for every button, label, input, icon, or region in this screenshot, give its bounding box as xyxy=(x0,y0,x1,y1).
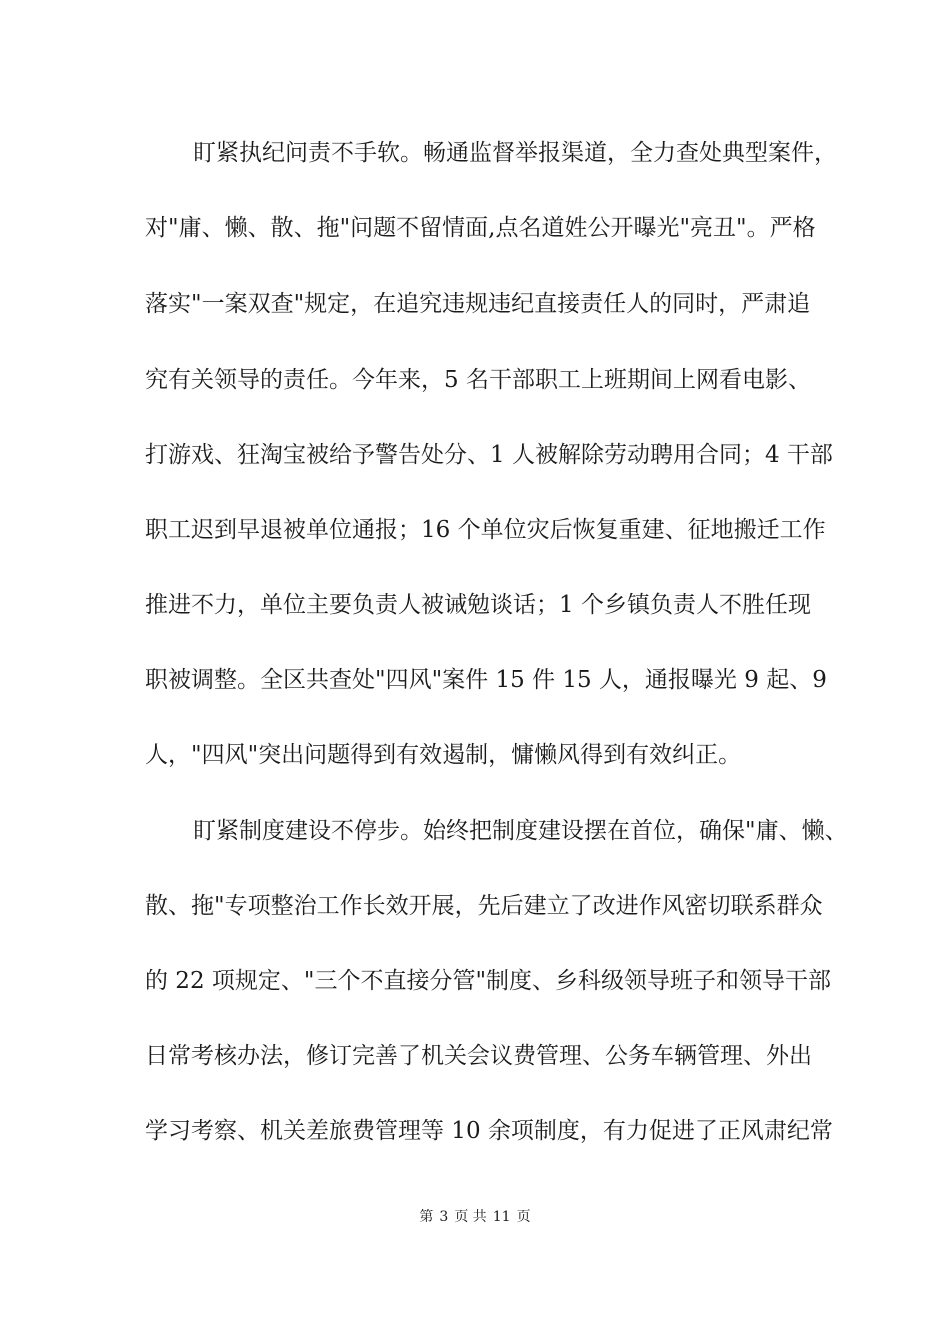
text-line: 日常考核办法，修订完善了机关会议费管理、公务车辆管理、外出 xyxy=(145,1043,812,1069)
text-line: 学习考察、机关差旅费管理等 10 余项制度，有力促进了正风肃纪常 xyxy=(145,1118,833,1144)
text-line: 职被调整。全区共查处"四风"案件 15 件 15 人，通报曝光 9 起、9 xyxy=(145,667,827,693)
page-footer xyxy=(0,1207,950,1227)
text-line: 推进不力，单位主要负责人被诫勉谈话；1 个乡镇负责人不胜任现 xyxy=(145,592,811,618)
text-line: 职工迟到早退被单位通报；16 个单位灾后恢复重建、征地搬迁工作 xyxy=(145,517,826,543)
text-line: 落实"一案双查"规定，在追究违规违纪直接责任人的同时，严肃追 xyxy=(145,291,811,317)
footer-total-pages: 11 xyxy=(492,1209,511,1225)
text-line: 究有关领导的责任。今年来，5 名干部职工上班期间上网看电影、 xyxy=(145,367,811,393)
text-line: 散、拖"专项整治工作长效开展，先后建立了改进作风密切联系群众 xyxy=(145,893,823,919)
text-line: 人，"四风"突出问题得到有效遏制，慵懒风得到有效纠正。 xyxy=(145,742,742,768)
text-line: 打游戏、狂淘宝被给予警告处分、1 人被解除劳动聘用合同；4 干部 xyxy=(145,442,833,468)
footer-suffix: 页 xyxy=(516,1209,531,1225)
footer-prefix: 第 xyxy=(419,1209,434,1225)
footer-page-number: 3 xyxy=(439,1209,449,1225)
text-line: 盯紧执纪问责不手软。畅通监督举报渠道，全力查处典型案件， xyxy=(193,140,837,166)
text-line: 的 22 项规定、"三个不直接分管"制度、乡科级领导班子和领导干部 xyxy=(145,968,832,994)
text-line: 盯紧制度建设不停步。始终把制度建设摆在首位，确保"庸、懒、 xyxy=(193,818,848,844)
footer-middle: 页 共 xyxy=(454,1209,487,1225)
text-line: 对"庸、懒、散、拖"问题不留情面,点名道姓公开曝光"亮丑"。严格 xyxy=(145,215,816,241)
